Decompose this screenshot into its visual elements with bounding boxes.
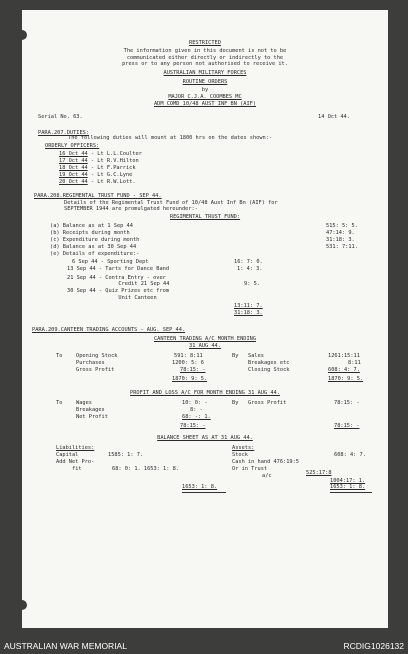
expenditure-row — [67, 288, 169, 294]
duty-row — [59, 179, 136, 185]
expenditure-date: 30 Sep 44 — [67, 288, 96, 294]
expenditure-amount: 1: 4: 3. — [237, 266, 263, 272]
pl-label: Net Profit — [76, 414, 108, 420]
fund-item — [50, 237, 139, 243]
archive-id: RCDIG1026132 — [343, 641, 404, 651]
expenditure-desc: - Quiz Prizes etc from — [98, 288, 170, 294]
asset-label: Or in Trust — [232, 466, 268, 472]
officer-name: MAJOR C.J.A. COOMBES MC — [168, 94, 242, 100]
asset-subtotal: 1004:17: 1. — [330, 478, 366, 484]
expenditure-date: 21 Sep 44 — [67, 275, 96, 281]
liability-label: Capital — [56, 452, 79, 458]
fund-item — [50, 230, 130, 236]
fund-item-key: (e) — [50, 251, 60, 257]
expenditure-desc: Credit 21 Sep 44 — [112, 281, 170, 287]
pl-total: 78:15: - — [180, 423, 206, 429]
liability-amount: 1585: 1: 7. — [108, 452, 144, 458]
para-209-heading-text: PARA.209.CANTEEN TRADING ACCOUNTS - AUG. SEP 44. — [32, 327, 186, 333]
liabilities-heading: Liabilities: — [56, 445, 95, 451]
serial-number: Serial No. 63. — [38, 114, 83, 120]
trading-label: Purchases — [76, 360, 105, 366]
fund-item-amount: 31:18: 3. — [326, 237, 355, 243]
document-page — [22, 10, 388, 628]
fund-item-key: (b) — [50, 230, 60, 236]
fund-item-amount: 515: 5: 5. — [326, 223, 358, 229]
expenditure-amount: 16: 7: 0. — [234, 259, 263, 265]
orderly-officers-heading: ORDERLY OFFICERS: — [45, 143, 100, 149]
duty-date: 19 Oct 44 — [59, 172, 88, 178]
para-208-heading-text: PARA.208.REGIMENTAL TRUST FUND - SEP 44. — [34, 193, 162, 199]
pl-amount: 78:15: - — [334, 400, 360, 406]
trading-date: 31 AUG 44. — [189, 342, 221, 349]
unit-name: ADM COMD 10/48 AUST INF BN (AIF) — [153, 101, 257, 107]
pl-prefix: To — [56, 400, 63, 406]
trading-title: CANTEEN TRADING A/C MONTH ENDING — [153, 336, 257, 342]
pl-total: 78:15: - — [334, 423, 360, 429]
duty-date: 16 Oct 44 — [59, 151, 88, 157]
fund-item — [50, 223, 133, 229]
asset-amount: 608: 4: 7. — [334, 452, 366, 458]
restricted-label: RESTRICTED — [189, 40, 221, 46]
notice-line: The information given in this document is not to be — [123, 48, 287, 54]
trading-total: 1870: 9: 5. — [328, 376, 364, 382]
pl-label: Breakages — [76, 407, 105, 413]
fund-item-label: Balance as at 30 Sep 44 — [62, 244, 137, 250]
force-name: AUSTRALIAN MILITARY FORCES — [163, 70, 247, 76]
para-207-heading-text: PARA.207.DUTIES: — [38, 130, 90, 136]
asset-label: Cash in hand 476:19:5 — [232, 459, 299, 465]
trading-amount: 1261:15:11 — [328, 353, 360, 359]
fund-item — [50, 251, 139, 257]
liability-label: fit — [72, 466, 82, 472]
duty-row — [59, 151, 142, 157]
fund-item-key: (c) — [50, 237, 60, 243]
duty-date: 20 Oct 44 — [59, 179, 88, 185]
trading-amount: 591: 8:11 — [174, 353, 203, 359]
serial-date: 14 Oct 44. — [318, 114, 350, 120]
trading-prefix: By — [232, 353, 239, 359]
asset-amount: 525:17:8 — [306, 470, 332, 476]
pl-prefix: By — [232, 400, 239, 406]
fund-item-label: Details of expenditure:- — [62, 251, 140, 257]
duty-row — [59, 172, 132, 178]
expenditure-row — [72, 259, 149, 265]
fund-item-label: Balance as at 1 Sep 44 — [62, 223, 133, 229]
expenditure-row — [67, 266, 169, 272]
para-208-intro: Details of the Regimental Trust Fund of 10/48 Aust Inf Bn (AIF) for — [64, 199, 278, 206]
duty-row — [59, 158, 139, 164]
pl-amount: 68: -: 1. — [182, 414, 211, 420]
trading-amount: 78:15: - — [180, 367, 206, 373]
trading-label: Breakages etc — [248, 360, 290, 366]
duty-date: 18 Oct 44 — [59, 165, 88, 171]
fund-item — [50, 244, 136, 250]
pl-label: Wages — [76, 400, 92, 406]
trading-label: Gross Profit — [76, 367, 115, 373]
balance-total: 1653: 1: 8. — [182, 484, 218, 490]
by-label: by — [201, 87, 209, 93]
expenditure-desc: - Contra Entry - over — [98, 275, 166, 281]
fund-item-label: Expenditure during month — [62, 237, 140, 243]
para-209-heading — [32, 327, 185, 333]
duty-officer: - Lt G.C.Lyne — [90, 172, 133, 178]
trading-total: 1870: 9: 5. — [172, 376, 208, 382]
asset-label: a/c — [262, 473, 272, 479]
expenditure-desc: Unit Canteen — [112, 295, 157, 301]
fund-item-key: (d) — [50, 244, 60, 250]
liability-label: Add Net Pro- — [56, 459, 95, 465]
duty-officer: - Lt L.L.Coulter — [90, 151, 142, 157]
document-title: ROUTINE ORDERS — [182, 79, 228, 85]
para-208-heading — [34, 193, 162, 199]
expenditure-subtotal: 13:11: 7. — [234, 303, 263, 309]
punch-hole — [17, 600, 27, 610]
expenditure-desc: - Tarts for Dance Band — [98, 266, 170, 272]
pl-amount: 8: - — [190, 407, 203, 413]
balance-sheet-title: BALANCE SHEET AS AT 31 AUG 44. — [157, 435, 253, 441]
archive-name: AUSTRALIAN WAR MEMORIAL — [4, 641, 127, 651]
expenditure-date: 13 Sep 44 — [67, 266, 96, 272]
expenditure-date: 6 Sep 44 — [72, 259, 98, 265]
fund-item-amount: 47:14: 9. — [326, 230, 355, 236]
double-rule — [330, 492, 372, 493]
liability-amount: 68: 0: 1. 1653: 1: 8. — [112, 466, 179, 472]
double-rule — [182, 492, 226, 493]
fund-item-amount: 531: 7:11. — [326, 244, 358, 250]
trust-fund-heading: REGIMENTAL TRUST FUND: — [169, 214, 241, 220]
expenditure-total: 31:18: 3. — [234, 310, 263, 316]
notice-line: press or to any person not authorised to receive it. — [122, 61, 288, 67]
expenditure-amount: 9: 5. — [244, 281, 260, 287]
assets-heading: Assets: — [232, 445, 255, 451]
duty-officer: - Lt R.V.Hilton — [90, 158, 139, 164]
fund-item-key: (a) — [50, 223, 60, 229]
trading-label: Closing Stock — [248, 367, 290, 373]
pl-label: Gross Profit — [248, 400, 287, 406]
fund-item-label: Receipts during month — [62, 230, 130, 236]
pl-title: PROFIT AND LOSS A/C FOR MONTH ENDING 31 AUG 44. — [130, 390, 280, 396]
trading-prefix: To — [56, 353, 63, 359]
para-208-intro: SEPTEMBER 1944 are promulgated hereunder:- — [64, 206, 198, 212]
trading-amount: 608: 4: 7. — [328, 367, 360, 373]
duty-officer: - Lt F.Parrick — [90, 165, 136, 171]
duty-officer: - Lt R.W.Lott. — [90, 179, 136, 185]
archive-footer — [0, 632, 408, 654]
notice-line: communicated either directly or indirectly to the — [126, 54, 284, 61]
asset-label: Stock — [232, 452, 248, 458]
punch-hole — [17, 30, 27, 40]
duty-row — [59, 165, 136, 171]
trading-label: Opening Stock — [76, 353, 118, 359]
para-207-intro: The following duties will mount at 1800 hrs on the dates shown:- — [68, 135, 273, 141]
trading-amount: 1200: 5: 6 — [172, 360, 204, 366]
pl-amount: 10: 0: - — [182, 400, 208, 406]
trading-amount: 8:11 — [348, 360, 361, 366]
trading-label: Sales — [248, 353, 264, 359]
duty-date: 17 Oct 44 — [59, 158, 88, 164]
balance-total: 1653: 1: 8. — [330, 484, 366, 490]
expenditure-desc: - Sporting Dept — [100, 259, 149, 265]
